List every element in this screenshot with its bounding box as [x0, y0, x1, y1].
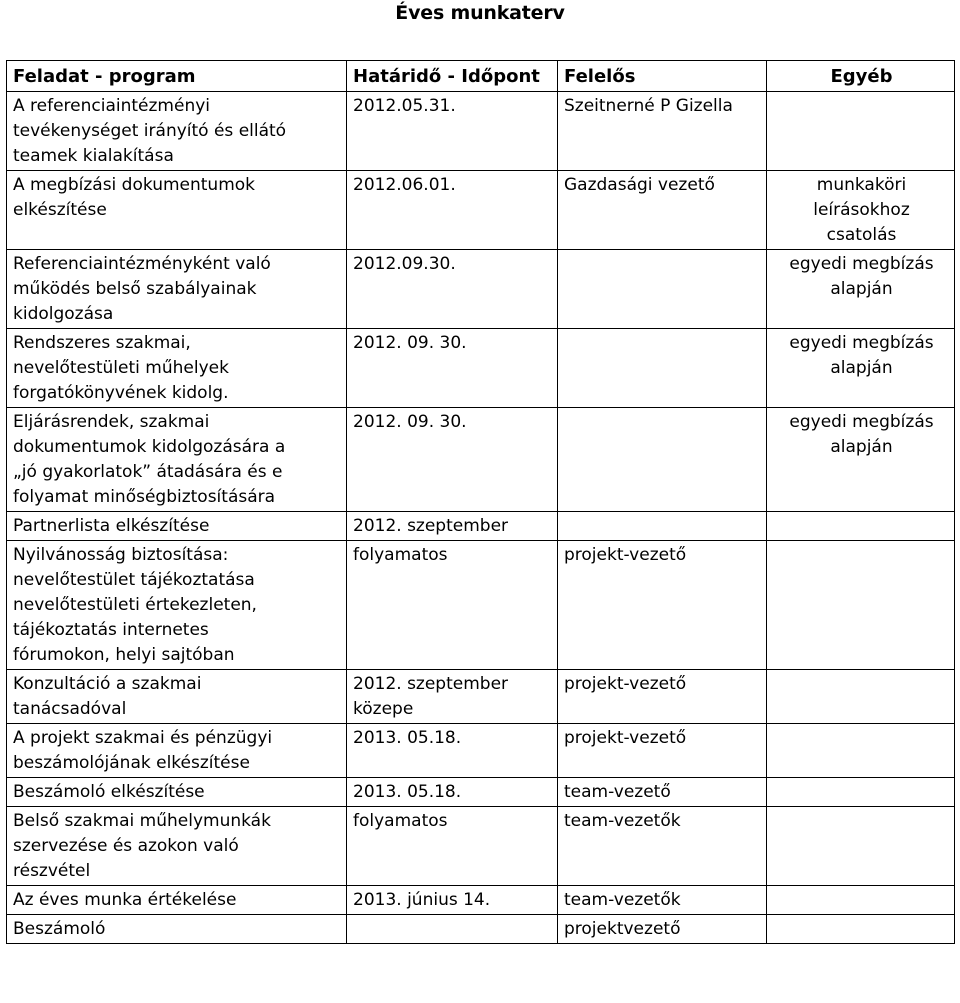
- table-row: [7, 724, 955, 778]
- cell-owner: projekt-vezető: [558, 670, 767, 724]
- table-row: [7, 886, 955, 915]
- cell-other: egyedi megbízás alapján: [767, 329, 955, 408]
- cell-other: egyedi megbízás alapján: [767, 250, 955, 329]
- table-row: [7, 408, 955, 512]
- header-task: Feladat - program: [7, 61, 347, 92]
- cell-other: [767, 724, 955, 778]
- cell-other: [767, 807, 955, 886]
- cell-owner: team-vezetők: [558, 886, 767, 915]
- table-row: [7, 250, 955, 329]
- table-row: [7, 915, 955, 944]
- cell-deadline: 2012.06.01.: [347, 171, 558, 250]
- table-row: [7, 512, 955, 541]
- cell-owner: projektvezető: [558, 915, 767, 944]
- cell-owner: projekt-vezető: [558, 541, 767, 670]
- cell-task: Partnerlista elkészítése: [7, 512, 347, 541]
- table-row: [7, 171, 955, 250]
- cell-owner: Szeitnerné P Gizella: [558, 92, 767, 171]
- cell-task: Az éves munka értékelése: [7, 886, 347, 915]
- cell-deadline: 2012. 09. 30.: [347, 408, 558, 512]
- header-deadline: Határidő - Időpont: [347, 61, 558, 92]
- cell-other: [767, 915, 955, 944]
- cell-task: A megbízási dokumentumok elkészítése: [7, 171, 347, 250]
- cell-task: Nyilvánosság biztosítása: nevelőtestület tájékoztatása nevelőtestületi értekezleten, tájékoztatás internetes fórumokon, helyi sajtóban: [7, 541, 347, 670]
- table-row: [7, 670, 955, 724]
- cell-owner: [558, 408, 767, 512]
- header-other: Egyéb: [767, 61, 955, 92]
- cell-deadline: folyamatos: [347, 541, 558, 670]
- cell-task: Rendszeres szakmai, nevelőtestületi műhelyek forgatókönyvének kidolg.: [7, 329, 347, 408]
- table-row: [7, 541, 955, 670]
- cell-other: [767, 778, 955, 807]
- cell-other: egyedi megbízás alapján: [767, 408, 955, 512]
- cell-other: munkaköri leírásokhoz csatolás: [767, 171, 955, 250]
- cell-other: [767, 92, 955, 171]
- table-row: [7, 329, 955, 408]
- cell-task: A referenciaintézményi tevékenységet irányító és ellátó teamek kialakítása: [7, 92, 347, 171]
- cell-deadline: 2012.05.31.: [347, 92, 558, 171]
- cell-owner: [558, 512, 767, 541]
- cell-deadline: 2013. 05.18.: [347, 724, 558, 778]
- cell-other: [767, 512, 955, 541]
- cell-deadline: 2012.09.30.: [347, 250, 558, 329]
- cell-owner: team-vezetők: [558, 807, 767, 886]
- table-header-row: [7, 61, 955, 92]
- cell-task: Beszámoló elkészítése: [7, 778, 347, 807]
- cell-owner: [558, 250, 767, 329]
- table-row: [7, 92, 955, 171]
- cell-deadline: 2013. június 14.: [347, 886, 558, 915]
- cell-deadline: 2012. 09. 30.: [347, 329, 558, 408]
- cell-deadline: 2012. szeptember közepe: [347, 670, 558, 724]
- cell-other: [767, 886, 955, 915]
- cell-task: Referenciaintézményként való működés belső szabályainak kidolgozása: [7, 250, 347, 329]
- cell-deadline: folyamatos: [347, 807, 558, 886]
- cell-other: [767, 670, 955, 724]
- cell-task: Konzultáció a szakmai tanácsadóval: [7, 670, 347, 724]
- cell-owner: [558, 329, 767, 408]
- cell-owner: Gazdasági vezető: [558, 171, 767, 250]
- cell-other: [767, 541, 955, 670]
- page-title: Éves munkaterv: [395, 2, 565, 24]
- table-row: [7, 778, 955, 807]
- cell-deadline: 2013. 05.18.: [347, 778, 558, 807]
- cell-task: Beszámoló: [7, 915, 347, 944]
- cell-task: A projekt szakmai és pénzügyi beszámolójának elkészítése: [7, 724, 347, 778]
- table-row: [7, 807, 955, 886]
- header-owner: Felelős: [558, 61, 767, 92]
- work-plan-table: [6, 60, 955, 944]
- cell-deadline: [347, 915, 558, 944]
- cell-owner: projekt-vezető: [558, 724, 767, 778]
- cell-deadline: 2012. szeptember: [347, 512, 558, 541]
- cell-task: Eljárásrendek, szakmai dokumentumok kidolgozására a „jó gyakorlatok” átadására és e folyamat minőségbiztosítására: [7, 408, 347, 512]
- cell-task: Belső szakmai műhelymunkák szervezése és azokon való részvétel: [7, 807, 347, 886]
- cell-owner: team-vezető: [558, 778, 767, 807]
